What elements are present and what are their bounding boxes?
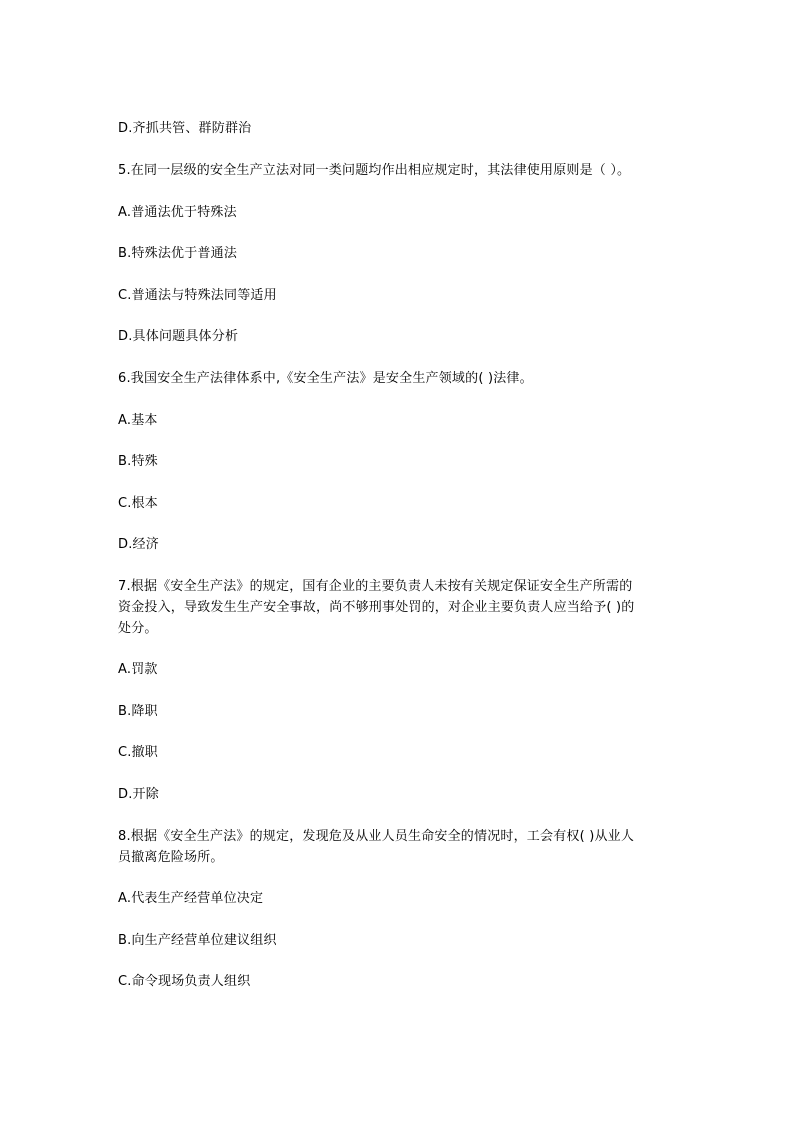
- option-5d: D.具体问题具体分析: [118, 329, 239, 344]
- option-8c: C.命令现场负责人组织: [118, 974, 251, 989]
- option-5b: B.特殊法优于普通法: [118, 246, 238, 261]
- question-7-line-3: 处分。: [118, 621, 158, 636]
- option-6d: D.经济: [118, 537, 159, 552]
- question-5: 5.在同一层级的安全生产立法对同一类问题均作出相应规定时，其法律使用原则是（ ）。: [118, 163, 631, 178]
- option-6c: C.根本: [118, 496, 159, 511]
- option-7c: C.撤职: [118, 745, 159, 760]
- question-8-line-2: 员撤离危险场所。: [118, 850, 224, 865]
- question-7-line-2: 资金投入，导致发生生产安全事故，尚不够刑事处罚的，对企业主要负责人应当给予( )的: [118, 600, 635, 615]
- option-7d: D.开除: [118, 787, 159, 802]
- option-5c: C.普通法与特殊法同等适用: [118, 288, 277, 303]
- question-6: 6.我国安全生产法律体系中,《安全生产法》是安全生产领域的( )法律。: [118, 371, 533, 386]
- option-8b: B.向生产经营单位建议组织: [118, 933, 277, 948]
- option-5a: A.普通法优于特殊法: [118, 205, 237, 220]
- option-7a: A.罚款: [118, 662, 158, 677]
- question-7-line-1: 7.根据《安全生产法》的规定，国有企业的主要负责人未按有关规定保证安全生产所需的: [118, 579, 633, 594]
- question-8-line-1: 8.根据《安全生产法》的规定，发现危及从业人员生命安全的情况时，工会有权( )从业人: [118, 829, 635, 844]
- option-4d: D.齐抓共管、群防群治: [118, 121, 252, 136]
- option-7b: B.降职: [118, 704, 158, 719]
- option-8a: A.代表生产经营单位决定: [118, 891, 264, 906]
- option-6b: B.特殊: [118, 454, 158, 469]
- option-6a: A.基本: [118, 413, 158, 428]
